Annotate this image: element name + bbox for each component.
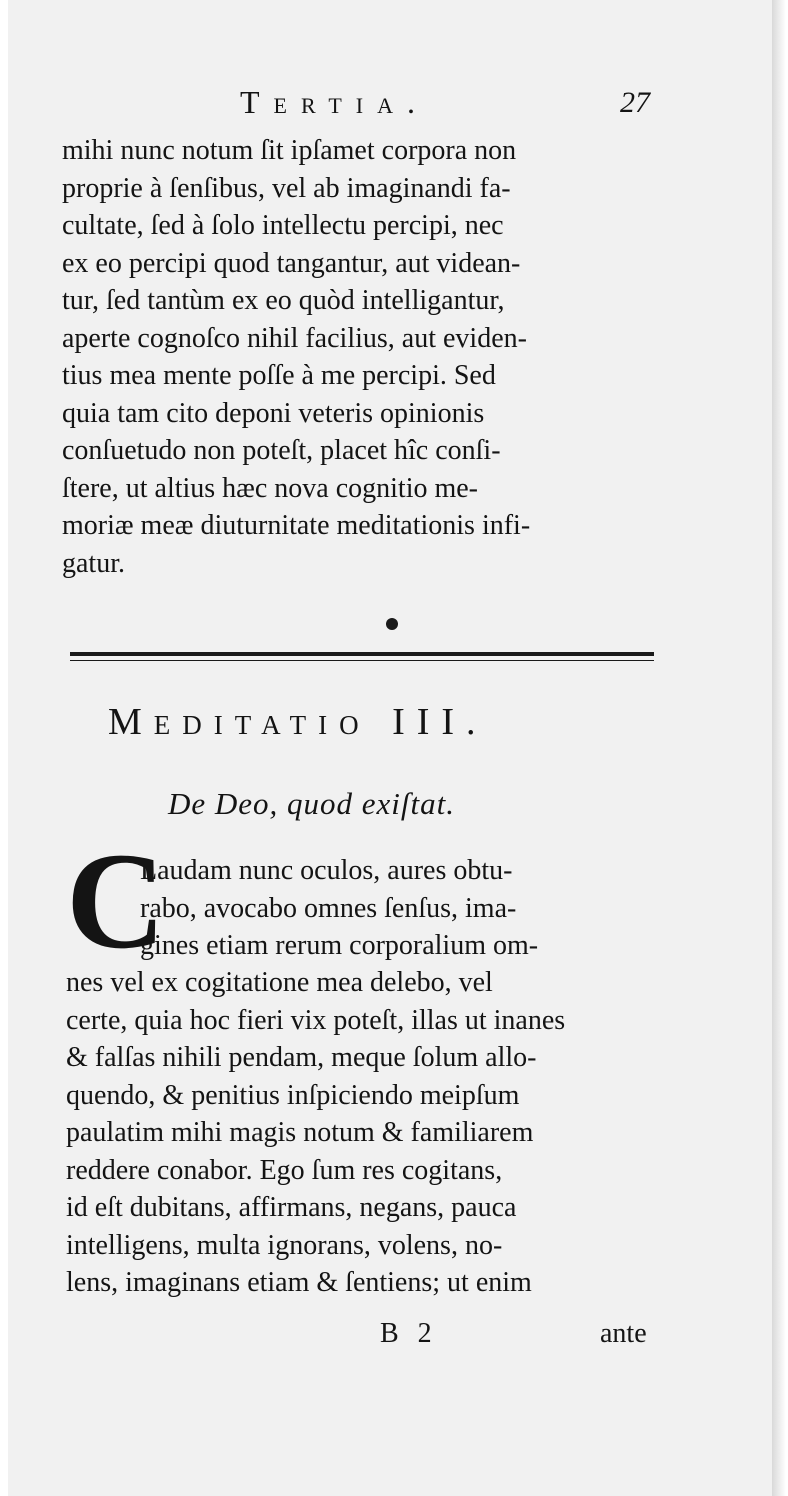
text-line: lens, imaginans etiam & ſentiens; ut enim [66,1267,532,1298]
signature-mark: B 2 [380,1318,438,1349]
text-line: conſuetudo non poteſt, placet hîc conſi- [62,435,501,466]
text-line: quia tam cito deponi veteris opinionis [62,397,485,429]
page-footer [8,1318,778,1358]
page-number: 27 [620,86,650,119]
catchword: ante [600,1318,647,1349]
text-line: moriæ meæ diuturnitate meditationis infi- [62,510,531,541]
text-line: mihi nunc notum ſit ipſamet corpora non [62,135,517,166]
text-line: proprie à ſenſibus, vel ab imaginandi fa- [62,172,511,204]
text-line: paulatim mihi magis notum & familiarem [66,1117,534,1148]
text-line: certe, quia hoc fieri vix poteſt, illas ut inanes [66,1004,566,1036]
page-header [8,84,778,124]
drop-cap: C [66,824,166,977]
text-line: ex eo percipi quod tangantur, aut videan- [62,247,521,279]
text-line: tius mea mente poſſe à me percipi. Sed [62,360,496,391]
text-line: quendo, & penitius inſpiciendo meipſum [66,1079,520,1111]
text-line: rabo, avocabo omnes ſenſus, ima- [140,892,517,924]
text-line: gatur. [62,547,125,579]
running-title: Tertia. [240,84,429,120]
section-title: Meditatio III. [108,701,488,743]
text-line: ſtere, ut altius hæc nova cognitio me- [62,472,479,504]
section-rule-thin [70,660,654,661]
text-line: aperte cognoſco nihil facilius, aut eviden- [62,322,527,354]
section-rule-thick [70,652,654,656]
text-line: Laudam nunc oculos, aures obtu- [140,855,513,886]
text-line: & falſas nihili pendam, meque ſolum allo- [66,1042,537,1073]
book-page [8,0,778,1496]
text-line: id eſt dubitans, affirmans, negans, pauca [66,1192,517,1223]
meditation-paragraph [66,964,662,1302]
text-line: cultate, ſed à ſolo intellectu percipi, nec [62,210,504,241]
text-line: reddere conabor. Ego ſum res cogitans, [66,1154,503,1186]
text-line: nes vel ex cogitatione mea delebo, vel [66,967,493,998]
text-line: tur, ſed tantùm ex eo quòd intelligantur, [62,285,505,316]
text-line: intelligens, multa ignorans, volens, no- [66,1229,503,1261]
text-line: gines etiam rerum corporalium om- [140,930,539,961]
continuation-paragraph [62,132,662,582]
opening-lines [140,852,662,965]
ornament-dot [386,618,398,630]
section-subtitle: De Deo, quod exiſtat. [168,786,456,821]
